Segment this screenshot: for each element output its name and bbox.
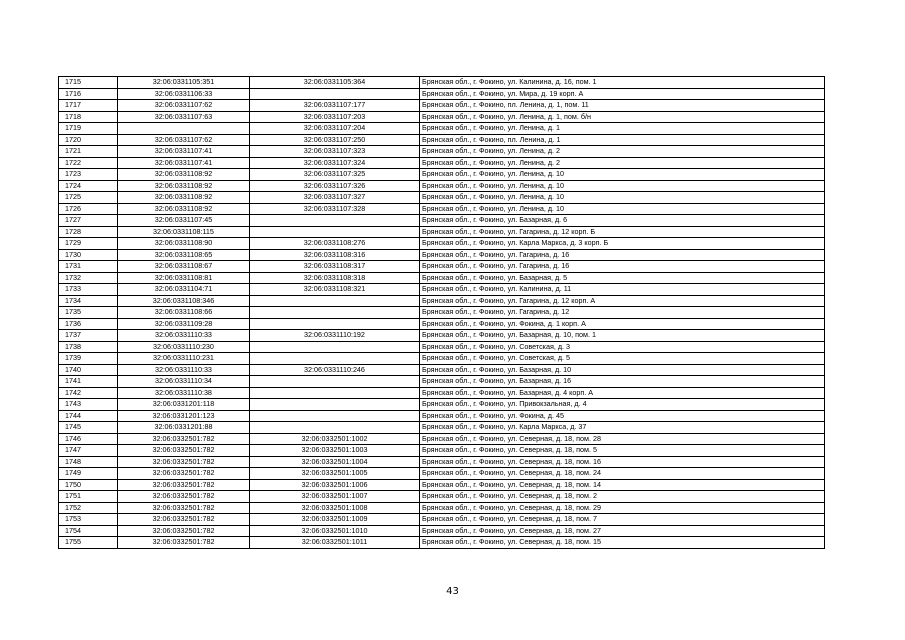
premises-cadastral-number-cell (250, 318, 420, 330)
premises-cadastral-number-cell: 32:06:0331107:328 (250, 203, 420, 215)
row-number-cell: 1743 (59, 399, 118, 411)
table-row (59, 341, 825, 353)
address-cell: Брянская обл., г. Фокино, ул. Базарная, д. 10, пом. 1 (420, 330, 825, 342)
premises-cadastral-number-cell (250, 422, 420, 434)
row-number-cell: 1721 (59, 146, 118, 158)
table-row (59, 134, 825, 146)
cadastral-number-cell: 32:06:0331107:41 (118, 146, 250, 158)
premises-cadastral-number-cell (250, 226, 420, 238)
address-cell: Брянская обл., г. Фокино, ул. Гагарина, д. 12 (420, 307, 825, 319)
premises-cadastral-number-cell (250, 88, 420, 100)
row-number-cell: 1728 (59, 226, 118, 238)
row-number-cell: 1718 (59, 111, 118, 123)
address-cell: Брянская обл., г. Фокино, ул. Ленина, д. 10 (420, 203, 825, 215)
row-number-cell: 1730 (59, 249, 118, 261)
table-row (59, 330, 825, 342)
premises-cadastral-number-cell: 32:06:0331110:192 (250, 330, 420, 342)
cadastral-number-cell: 32:06:0331110:230 (118, 341, 250, 353)
row-number-cell: 1741 (59, 376, 118, 388)
row-number-cell: 1722 (59, 157, 118, 169)
row-number-cell: 1748 (59, 456, 118, 468)
premises-cadastral-number-cell: 32:06:0331107:326 (250, 180, 420, 192)
cadastral-number-cell: 32:06:0331107:63 (118, 111, 250, 123)
premises-cadastral-number-cell: 32:06:0331108:276 (250, 238, 420, 250)
table-row (59, 261, 825, 273)
premises-cadastral-number-cell: 32:06:0331107:204 (250, 123, 420, 135)
address-cell: Брянская обл., г. Фокино, ул. Базарная, д. 10 (420, 364, 825, 376)
cadastral-number-cell: 32:06:0332501:782 (118, 456, 250, 468)
address-cell: Брянская обл., г. Фокино, ул. Гагарина, д. 16 (420, 261, 825, 273)
row-number-cell: 1754 (59, 525, 118, 537)
row-number-cell: 1740 (59, 364, 118, 376)
table-row (59, 307, 825, 319)
cadastral-number-cell (118, 123, 250, 135)
table-row (59, 157, 825, 169)
cadastral-number-cell: 32:06:0332501:782 (118, 502, 250, 514)
table-row (59, 468, 825, 480)
row-number-cell: 1716 (59, 88, 118, 100)
cadastral-number-cell: 32:06:0331108:90 (118, 238, 250, 250)
premises-cadastral-number-cell: 32:06:0331107:177 (250, 100, 420, 112)
table-row (59, 284, 825, 296)
registry-table (58, 76, 825, 549)
table-row (59, 456, 825, 468)
cadastral-number-cell: 32:06:0331109:28 (118, 318, 250, 330)
row-number-cell: 1719 (59, 123, 118, 135)
page-number: 43 (446, 586, 459, 597)
table-row (59, 238, 825, 250)
row-number-cell: 1742 (59, 387, 118, 399)
table-row (59, 502, 825, 514)
row-number-cell: 1725 (59, 192, 118, 204)
table-row (59, 180, 825, 192)
row-number-cell: 1750 (59, 479, 118, 491)
address-cell: Брянская обл., г. Фокино, ул. Фокина, д. 45 (420, 410, 825, 422)
cadastral-number-cell: 32:06:0331110:33 (118, 364, 250, 376)
cadastral-number-cell: 32:06:0331110:38 (118, 387, 250, 399)
premises-cadastral-number-cell: 32:06:0331107:324 (250, 157, 420, 169)
row-number-cell: 1738 (59, 341, 118, 353)
address-cell: Брянская обл., г. Фокино, ул. Карла Маркса, д. 3 корп. Б (420, 238, 825, 250)
premises-cadastral-number-cell: 32:06:0332501:1007 (250, 491, 420, 503)
table-row (59, 410, 825, 422)
address-cell: Брянская обл., г. Фокино, ул. Базарная, д. 16 (420, 376, 825, 388)
address-cell: Брянская обл., г. Фокино, ул. Базарная, д. 6 (420, 215, 825, 227)
row-number-cell: 1720 (59, 134, 118, 146)
premises-cadastral-number-cell: 32:06:0331107:203 (250, 111, 420, 123)
table-row (59, 445, 825, 457)
address-cell: Брянская обл., г. Фокино, ул. Северная, д. 18, пом. 5 (420, 445, 825, 457)
row-number-cell: 1729 (59, 238, 118, 250)
table-row (59, 376, 825, 388)
address-cell: Брянская обл., г. Фокино, ул. Ленина, д. 10 (420, 169, 825, 181)
row-number-cell: 1752 (59, 502, 118, 514)
cadastral-number-cell: 32:06:0331108:92 (118, 180, 250, 192)
cadastral-number-cell: 32:06:0332501:782 (118, 468, 250, 480)
table-row (59, 491, 825, 503)
cadastral-number-cell: 32:06:0331107:45 (118, 215, 250, 227)
address-cell: Брянская обл., г. Фокино, ул. Калинина, д. 16, пом. 1 (420, 77, 825, 89)
row-number-cell: 1726 (59, 203, 118, 215)
address-cell: Брянская обл., г. Фокино, ул. Гагарина, д. 16 (420, 249, 825, 261)
row-number-cell: 1755 (59, 537, 118, 549)
address-cell: Брянская обл., г. Фокино, ул. Северная, д. 18, пом. 7 (420, 514, 825, 526)
cadastral-number-cell: 32:06:0331110:231 (118, 353, 250, 365)
premises-cadastral-number-cell (250, 307, 420, 319)
table-row (59, 77, 825, 89)
premises-cadastral-number-cell: 32:06:0331107:250 (250, 134, 420, 146)
registry-table-body (59, 77, 825, 549)
table-row (59, 123, 825, 135)
cadastral-number-cell: 32:06:0331110:34 (118, 376, 250, 388)
cadastral-number-cell: 32:06:0331108:115 (118, 226, 250, 238)
row-number-cell: 1751 (59, 491, 118, 503)
address-cell: Брянская обл., г. Фокино, ул. Калинина, д. 11 (420, 284, 825, 296)
cadastral-number-cell: 32:06:0331108:65 (118, 249, 250, 261)
premises-cadastral-number-cell (250, 341, 420, 353)
premises-cadastral-number-cell (250, 215, 420, 227)
table-row (59, 100, 825, 112)
address-cell: Брянская обл., г. Фокино, ул. Северная, д. 18, пом. 2 (420, 491, 825, 503)
row-number-cell: 1737 (59, 330, 118, 342)
cadastral-number-cell: 32:06:0331201:118 (118, 399, 250, 411)
cadastral-number-cell: 32:06:0332501:782 (118, 445, 250, 457)
row-number-cell: 1753 (59, 514, 118, 526)
premises-cadastral-number-cell: 32:06:0332501:1010 (250, 525, 420, 537)
premises-cadastral-number-cell: 32:06:0332501:1003 (250, 445, 420, 457)
table-row (59, 146, 825, 158)
address-cell: Брянская обл., г. Фокино, пл. Ленина, д. 1, пом. 11 (420, 100, 825, 112)
row-number-cell: 1744 (59, 410, 118, 422)
premises-cadastral-number-cell: 32:06:0332501:1009 (250, 514, 420, 526)
cadastral-number-cell: 32:06:0331107:41 (118, 157, 250, 169)
table-row (59, 203, 825, 215)
address-cell: Брянская обл., г. Фокино, ул. Гагарина, д. 12 корп. Б (420, 226, 825, 238)
premises-cadastral-number-cell (250, 353, 420, 365)
table-row (59, 387, 825, 399)
address-cell: Брянская обл., г. Фокино, ул. Привокзальная, д. 4 (420, 399, 825, 411)
table-row (59, 169, 825, 181)
cadastral-number-cell: 32:06:0332501:782 (118, 433, 250, 445)
cadastral-number-cell: 32:06:0331110:33 (118, 330, 250, 342)
address-cell: Брянская обл., г. Фокино, ул. Советская, д. 5 (420, 353, 825, 365)
address-cell: Брянская обл., г. Фокино, ул. Ленина, д. 1 (420, 123, 825, 135)
premises-cadastral-number-cell: 32:06:0332501:1005 (250, 468, 420, 480)
table-row (59, 537, 825, 549)
cadastral-number-cell: 32:06:0331107:62 (118, 134, 250, 146)
premises-cadastral-number-cell (250, 387, 420, 399)
table-row (59, 88, 825, 100)
table-row (59, 272, 825, 284)
row-number-cell: 1724 (59, 180, 118, 192)
address-cell: Брянская обл., г. Фокино, ул. Ленина, д. 10 (420, 192, 825, 204)
cadastral-number-cell: 32:06:0331106:33 (118, 88, 250, 100)
table-row (59, 399, 825, 411)
premises-cadastral-number-cell: 32:06:0332501:1011 (250, 537, 420, 549)
row-number-cell: 1734 (59, 295, 118, 307)
cadastral-number-cell: 32:06:0331201:123 (118, 410, 250, 422)
address-cell: Брянская обл., г. Фокино, ул. Базарная, д. 5 (420, 272, 825, 284)
cadastral-number-cell: 32:06:0332501:782 (118, 479, 250, 491)
premises-cadastral-number-cell: 32:06:0332501:1002 (250, 433, 420, 445)
row-number-cell: 1715 (59, 77, 118, 89)
premises-cadastral-number-cell: 32:06:0331107:327 (250, 192, 420, 204)
table-row (59, 226, 825, 238)
premises-cadastral-number-cell: 32:06:0331108:321 (250, 284, 420, 296)
address-cell: Брянская обл., г. Фокино, ул. Ленина, д. 2 (420, 146, 825, 158)
table-row (59, 364, 825, 376)
address-cell: Брянская обл., г. Фокино, пл. Ленина, д. 1 (420, 134, 825, 146)
cadastral-number-cell: 32:06:0331108:67 (118, 261, 250, 273)
cadastral-number-cell: 32:06:0331108:66 (118, 307, 250, 319)
premises-cadastral-number-cell: 32:06:0331110:246 (250, 364, 420, 376)
address-cell: Брянская обл., г. Фокино, ул. Карла Маркса, д. 37 (420, 422, 825, 434)
cadastral-number-cell: 32:06:0331201:88 (118, 422, 250, 434)
table-row (59, 295, 825, 307)
address-cell: Брянская обл., г. Фокино, ул. Гагарина, д. 12 корп. А (420, 295, 825, 307)
cadastral-number-cell: 32:06:0331108:92 (118, 192, 250, 204)
premises-cadastral-number-cell: 32:06:0332501:1004 (250, 456, 420, 468)
table-row (59, 433, 825, 445)
address-cell: Брянская обл., г. Фокино, ул. Северная, д. 18, пом. 24 (420, 468, 825, 480)
table-row (59, 249, 825, 261)
table-row (59, 479, 825, 491)
table-row (59, 318, 825, 330)
table-row (59, 353, 825, 365)
row-number-cell: 1747 (59, 445, 118, 457)
cadastral-number-cell: 32:06:0331104:71 (118, 284, 250, 296)
premises-cadastral-number-cell (250, 410, 420, 422)
table-row (59, 215, 825, 227)
table-row (59, 192, 825, 204)
row-number-cell: 1732 (59, 272, 118, 284)
premises-cadastral-number-cell: 32:06:0332501:1006 (250, 479, 420, 491)
row-number-cell: 1727 (59, 215, 118, 227)
cadastral-number-cell: 32:06:0331108:346 (118, 295, 250, 307)
cadastral-number-cell: 32:06:0332501:782 (118, 514, 250, 526)
table-row (59, 422, 825, 434)
table-row (59, 111, 825, 123)
address-cell: Брянская обл., г. Фокино, ул. Мира, д. 19 корп. А (420, 88, 825, 100)
row-number-cell: 1736 (59, 318, 118, 330)
cadastral-number-cell: 32:06:0331107:62 (118, 100, 250, 112)
premises-cadastral-number-cell: 32:06:0331107:323 (250, 146, 420, 158)
cadastral-number-cell: 32:06:0332501:782 (118, 491, 250, 503)
address-cell: Брянская обл., г. Фокино, ул. Северная, д. 18, пом. 27 (420, 525, 825, 537)
cadastral-number-cell: 32:06:0331108:81 (118, 272, 250, 284)
address-cell: Брянская обл., г. Фокино, ул. Северная, д. 18, пом. 16 (420, 456, 825, 468)
row-number-cell: 1745 (59, 422, 118, 434)
premises-cadastral-number-cell: 32:06:0331108:318 (250, 272, 420, 284)
table-row (59, 525, 825, 537)
row-number-cell: 1749 (59, 468, 118, 480)
address-cell: Брянская обл., г. Фокино, ул. Ленина, д. 2 (420, 157, 825, 169)
premises-cadastral-number-cell (250, 295, 420, 307)
address-cell: Брянская обл., г. Фокино, ул. Северная, д. 18, пом. 14 (420, 479, 825, 491)
address-cell: Брянская обл., г. Фокино, ул. Базарная, д. 4 корп. А (420, 387, 825, 399)
premises-cadastral-number-cell: 32:06:0331107:325 (250, 169, 420, 181)
cadastral-number-cell: 32:06:0331108:92 (118, 169, 250, 181)
row-number-cell: 1739 (59, 353, 118, 365)
row-number-cell: 1717 (59, 100, 118, 112)
address-cell: Брянская обл., г. Фокино, ул. Фокина, д. 1 корп. А (420, 318, 825, 330)
premises-cadastral-number-cell: 32:06:0331108:317 (250, 261, 420, 273)
address-cell: Брянская обл., г. Фокино, ул. Северная, д. 18, пом. 28 (420, 433, 825, 445)
cadastral-number-cell: 32:06:0331105:351 (118, 77, 250, 89)
table-row (59, 514, 825, 526)
cadastral-number-cell: 32:06:0332501:782 (118, 537, 250, 549)
address-cell: Брянская обл., г. Фокино, ул. Северная, д. 18, пом. 15 (420, 537, 825, 549)
address-cell: Брянская обл., г. Фокино, ул. Ленина, д. 1, пом. б/н (420, 111, 825, 123)
row-number-cell: 1733 (59, 284, 118, 296)
premises-cadastral-number-cell (250, 376, 420, 388)
cadastral-number-cell: 32:06:0331108:92 (118, 203, 250, 215)
row-number-cell: 1731 (59, 261, 118, 273)
premises-cadastral-number-cell: 32:06:0331105:364 (250, 77, 420, 89)
cadastral-number-cell: 32:06:0332501:782 (118, 525, 250, 537)
address-cell: Брянская обл., г. Фокино, ул. Советская, д. 3 (420, 341, 825, 353)
address-cell: Брянская обл., г. Фокино, ул. Ленина, д. 10 (420, 180, 825, 192)
address-cell: Брянская обл., г. Фокино, ул. Северная, д. 18, пом. 29 (420, 502, 825, 514)
row-number-cell: 1735 (59, 307, 118, 319)
row-number-cell: 1746 (59, 433, 118, 445)
premises-cadastral-number-cell (250, 399, 420, 411)
premises-cadastral-number-cell: 32:06:0331108:316 (250, 249, 420, 261)
row-number-cell: 1723 (59, 169, 118, 181)
premises-cadastral-number-cell: 32:06:0332501:1008 (250, 502, 420, 514)
